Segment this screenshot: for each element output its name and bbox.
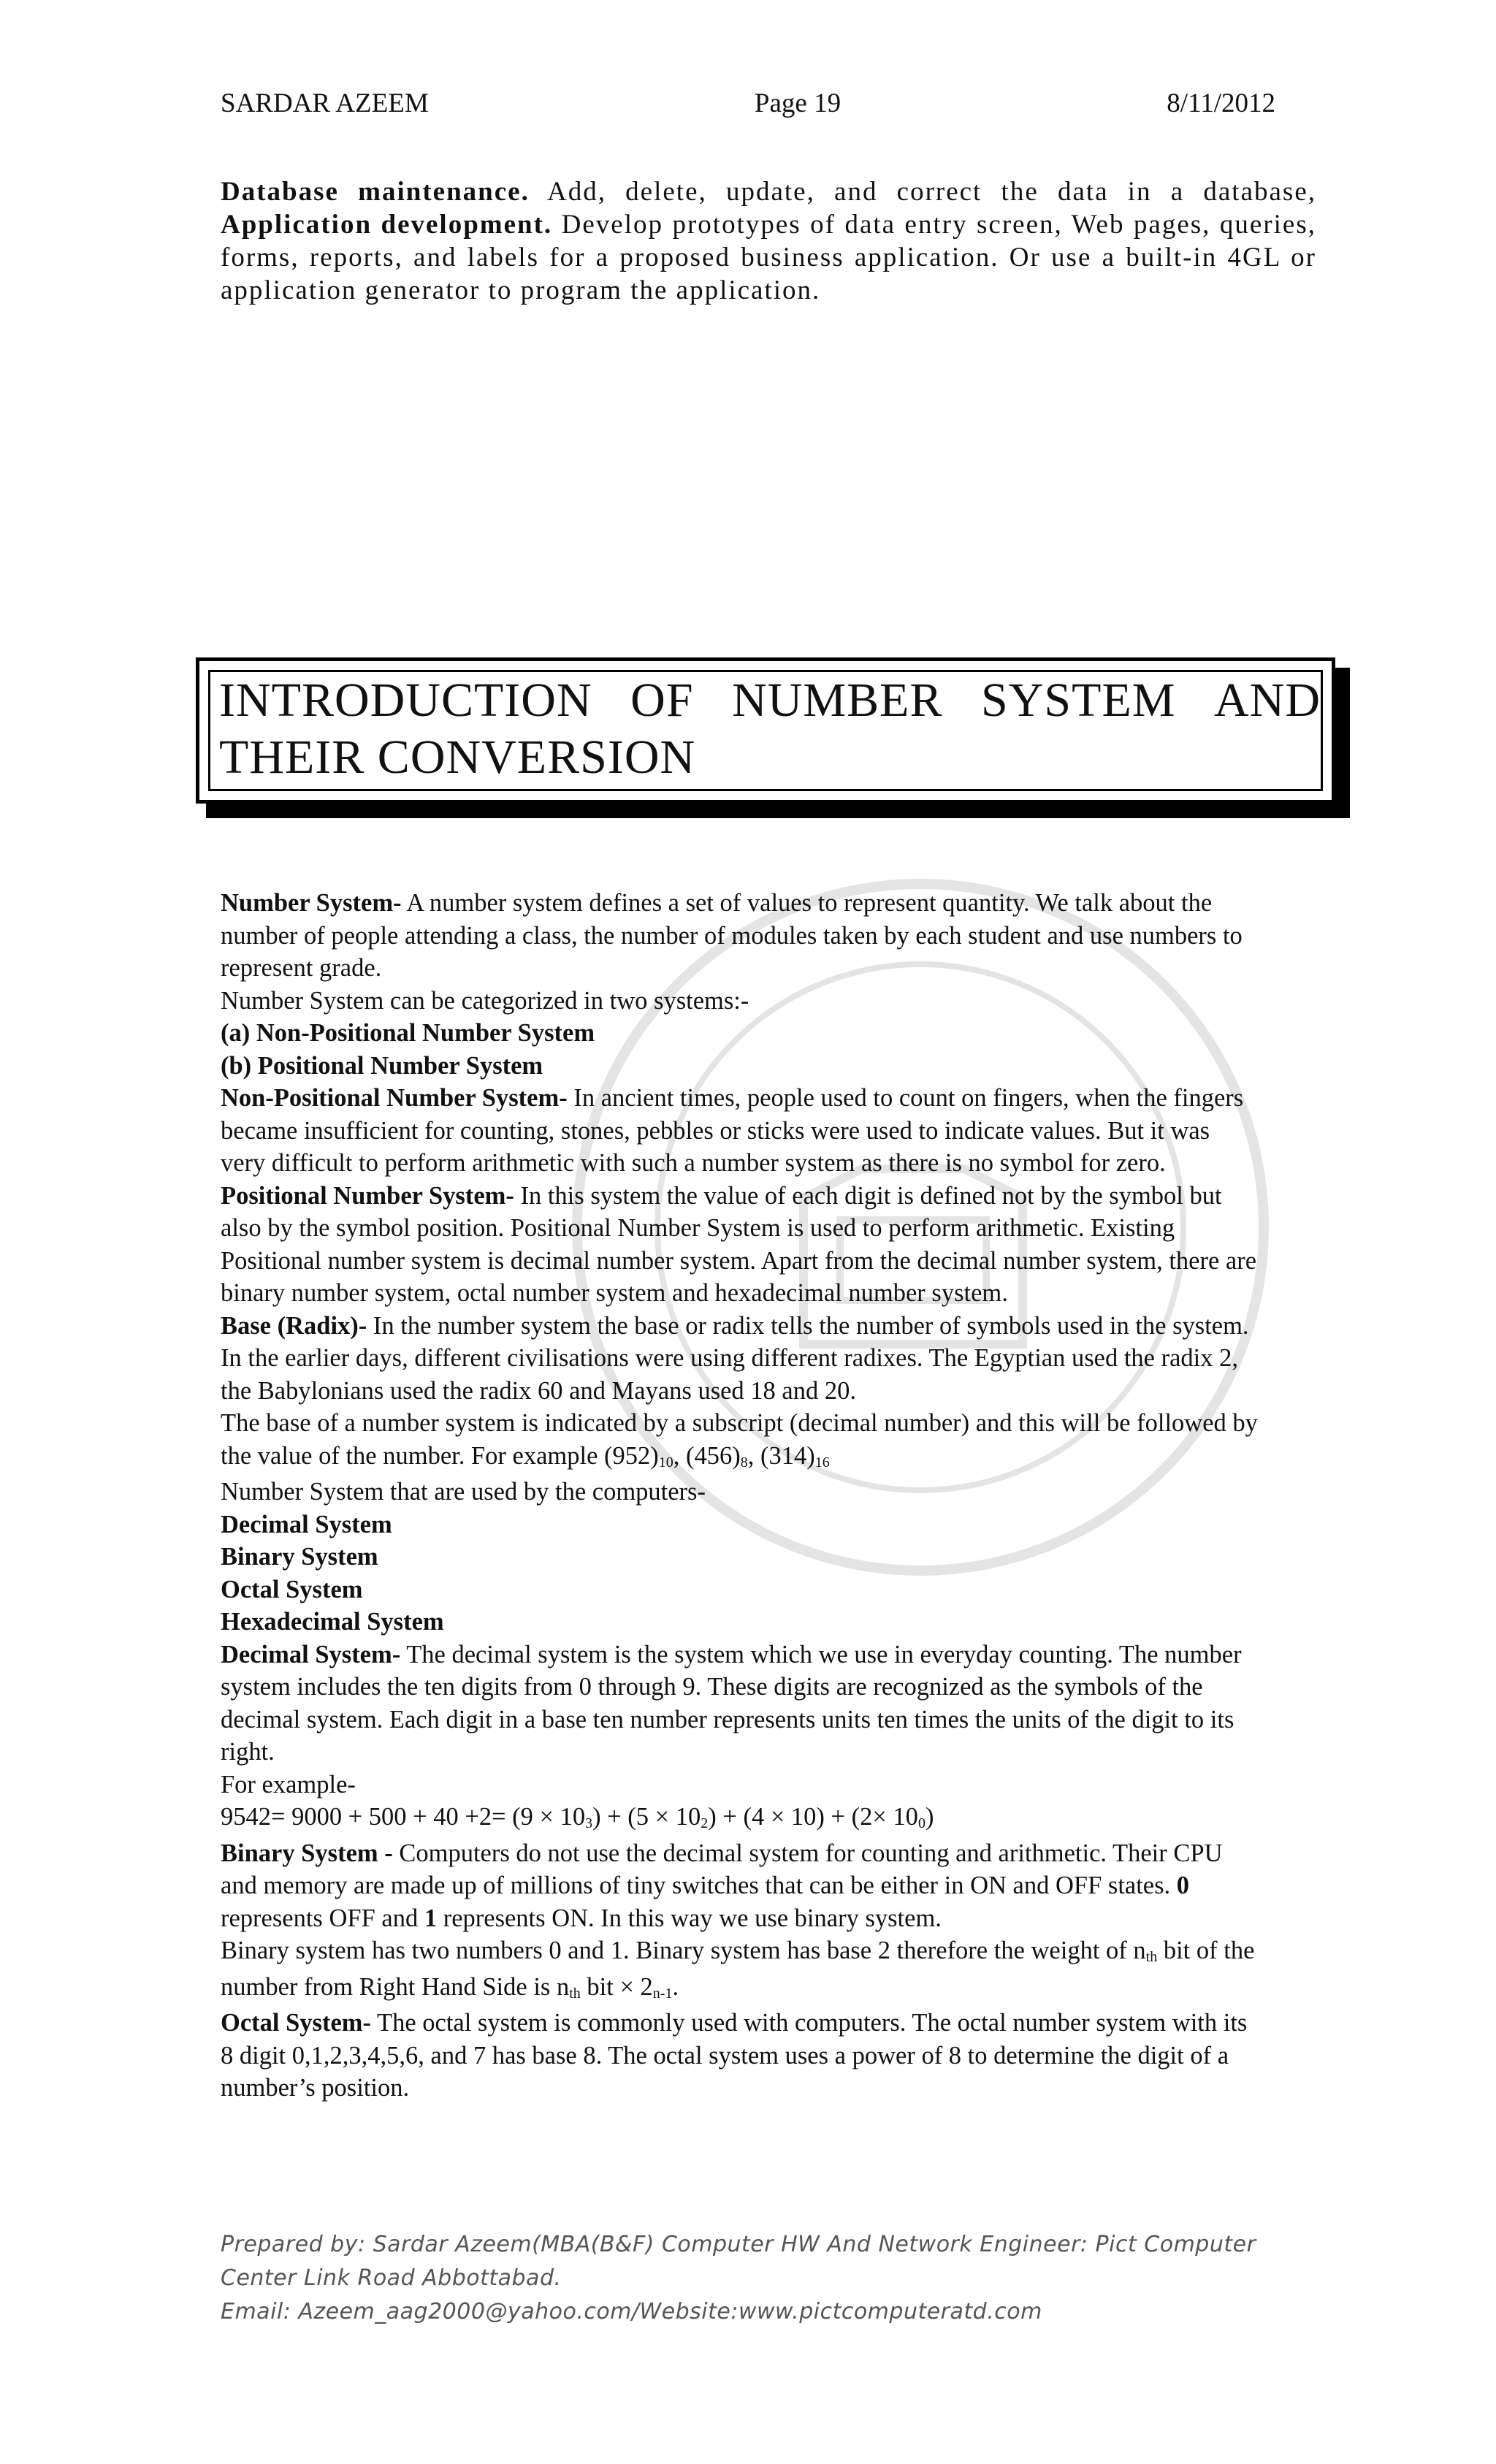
binary-zero: 0 [1176, 1872, 1190, 1899]
header-date: 8/11/2012 [1167, 88, 1275, 118]
header-page-number: Page 19 [754, 88, 842, 118]
non-positional-text: In ancient times, people used to count on fingers, when the fingers became insufficient for counting, stones, pebbles or sticks were used to indicate values. But it was very difficult to perform arithmetic with such a number system as there is no symbol for zero. [221, 1084, 1244, 1177]
binary-weight-text: Binary system has two numbers 0 and 1. Binary system has base 2 therefore the weight of n [221, 1937, 1146, 1964]
category-b [221, 1050, 1258, 1083]
decimal-paragraph [221, 1639, 1258, 1769]
number-system-paragraph [221, 887, 1258, 985]
number-system-label: Number System- [221, 889, 402, 917]
subscript: 0 [917, 1815, 926, 1831]
binary-text: Computers do not use the decimal system for counting and arithmetic. Their CPU and memory are made up of millions of tiny switches that can be either in ON and OFF states. [221, 1839, 1223, 1899]
binary-paragraph [221, 1837, 1258, 1935]
base-label: Base (Radix)- [221, 1311, 367, 1340]
page-header [221, 88, 1275, 124]
binary-weight-text: bit of the number from Right Hand Side is n [221, 1937, 1255, 2001]
base-paragraph [221, 1310, 1258, 1408]
list-item [221, 1541, 1258, 1574]
formula-part: ) + (5 × 10 [592, 1803, 701, 1831]
category-b-label: (b) Positional Number System [221, 1051, 543, 1080]
non-positional-paragraph [221, 1082, 1258, 1180]
list-item [221, 1574, 1258, 1606]
octal-paragraph [221, 2007, 1258, 2105]
list-item-label: Decimal System [221, 1510, 392, 1538]
header-author: SARDAR AZEEM [221, 88, 429, 118]
app-development-text: Develop prototypes of data entry screen, Web pages, queries, forms, reports, and labels for a proposed business application. Or use a built-in 4GL or application generator to program the application. [221, 210, 1316, 305]
formula-part: ) [925, 1803, 934, 1831]
decimal-text: The decimal system is the system which we use in everyday counting. The number system includes the ten digits from 0 through 9. These digits are recognized as the symbols of the decimal system. Each digit in a base ten number represents units ten times the units of the digit to its right. [221, 1640, 1242, 1766]
number-system-text: A number system defines a set of values to represent quantity. We talk about the number of people attending a class, the number of modules taken by each student and use numbers to represent grade. [221, 889, 1243, 982]
category-a-label: (a) Non-Positional Number System [221, 1019, 595, 1047]
used-by-line: Number System that are used by the computers- [221, 1478, 706, 1506]
list-item-label: Octal System [221, 1575, 363, 1603]
list-item-label: Hexadecimal System [221, 1608, 444, 1636]
binary-weight-text: . [672, 1972, 679, 2001]
list-item-label: Binary System [221, 1543, 378, 1571]
footer-line-1: Prepared by: Sardar Azeem(MBA(B&F) Computer HW And Network Engineer: Pict Computer [221, 2232, 1256, 2257]
subscript: 10 [658, 1454, 673, 1471]
intro-paragraph [221, 175, 1316, 307]
base-indicated-text: The base of a number system is indicated by a subscript (decimal number) and this will be followed by the value of the number. For example (952) [221, 1409, 1258, 1470]
db-maintenance-label: Database maintenance. [221, 177, 530, 207]
formula-part: 9542= 9000 + 500 + 40 +2= (9 × 10 [221, 1803, 586, 1831]
binary-label: Binary System - [221, 1839, 393, 1867]
list-item [221, 1508, 1258, 1541]
body-text [221, 887, 1258, 2105]
title-word: NUMBER [732, 674, 943, 727]
decimal-label: Decimal System- [221, 1640, 401, 1668]
subscript: th [569, 1985, 581, 2002]
footer-line-3: Email: Azeem_aag2000@yahoo.com/Website:www.pictcomputeratd.com [221, 2299, 1042, 2324]
subscript: 16 [814, 1454, 830, 1471]
base-text: In the number system the base or radix tells the number of symbols used in the system. In the earlier days, different civilisations were using different radixes. The Egyptian used the radix 2, the Babylonians used the radix 60 and Mayans used 18 and 20. [221, 1311, 1249, 1405]
formula-part: ) + (4 × 10) + (2× 10 [708, 1803, 918, 1831]
subscript: th [1145, 1949, 1158, 1965]
category-a [221, 1017, 1258, 1050]
binary-text: represents OFF and [221, 1904, 424, 1932]
binary-one: 1 [424, 1904, 438, 1932]
title-line-1 [219, 672, 1321, 729]
title-line-2: THEIR CONVERSION [219, 731, 696, 784]
example-text: , (456) [673, 1441, 741, 1470]
base-indicated-paragraph [221, 1407, 1258, 1476]
binary-text: represents ON. In this way we use binary system. [437, 1904, 942, 1932]
octal-text: The octal system is commonly used with computers. The octal number system with its 8 digit 0,1,2,3,4,5,6, and 7 has base 8. The octal system uses a power of 8 to determine the digit of a number’s position. [221, 2009, 1248, 2102]
title-word: SYSTEM [981, 674, 1176, 727]
title-word: OF [630, 674, 694, 727]
section-title [219, 672, 1321, 786]
example-text: , (314) [747, 1441, 815, 1470]
positional-label: Positional Number System- [221, 1181, 514, 1210]
app-development-label: Application development. [221, 210, 553, 240]
decimal-formula [221, 1801, 1258, 1837]
binary-weight-text: bit × 2 [580, 1972, 653, 2001]
subscript: 8 [740, 1454, 748, 1471]
octal-label: Octal System- [221, 2009, 371, 2037]
positional-paragraph [221, 1180, 1258, 1310]
subscript: 2 [701, 1815, 709, 1831]
subscript: n-1 [652, 1985, 673, 2002]
footer-line-2: Center Link Road Abbottabad. [221, 2265, 562, 2291]
positional-text: In this system the value of each digit is defined not by the symbol but also by the symbol position. Positional Number System is used to perform arithmetic. Existing Positional number system is decimal number system. Apart from the decimal number system, there are binary number system, octal number system and hexadecimal number system. [221, 1181, 1257, 1307]
categorized-line: Number System can be categorized in two systems:- [221, 986, 749, 1015]
for-example-line: For example- [221, 1770, 356, 1799]
list-item [221, 1606, 1258, 1639]
binary-weight-paragraph [221, 1934, 1258, 2007]
subscript: 3 [585, 1815, 593, 1831]
title-word: INTRODUCTION [219, 674, 592, 727]
title-word: AND [1214, 674, 1321, 727]
db-maintenance-text: Add, delete, update, and correct the data in a database, [529, 177, 1316, 207]
page-footer [221, 2228, 1316, 2329]
non-positional-label: Non-Positional Number System- [221, 1084, 568, 1112]
